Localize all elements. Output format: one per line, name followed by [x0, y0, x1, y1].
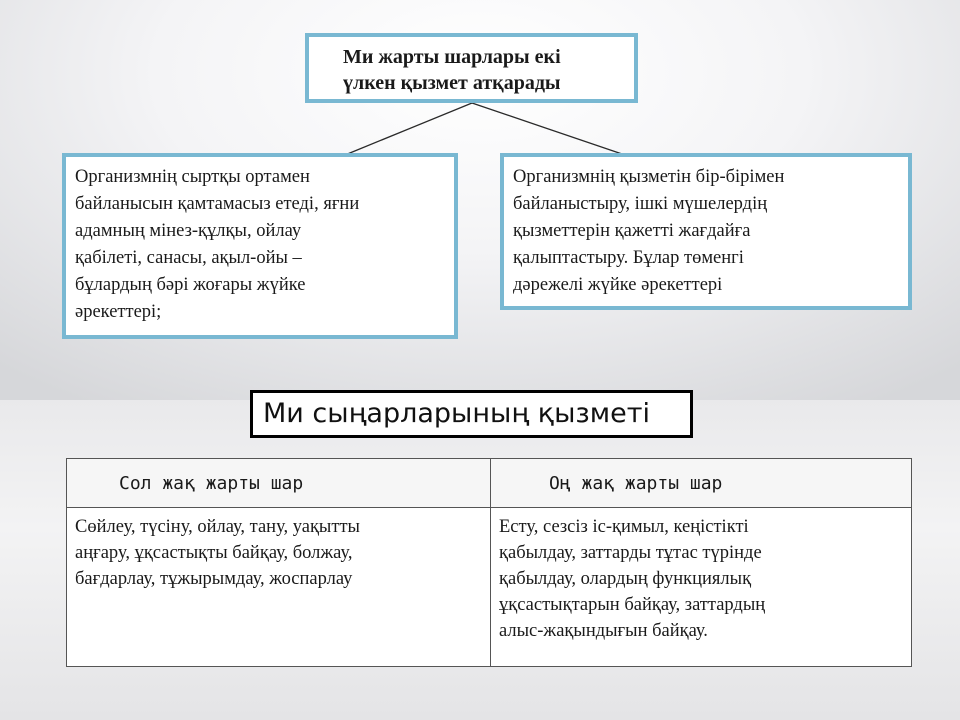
external-function-line: қабілеті, санасы, ақыл-ойы –	[75, 248, 302, 268]
section-title: Ми сыңарларының қызметі	[250, 390, 693, 438]
external-function-line: бұлардың бәрі жоғары жүйке	[75, 275, 306, 295]
connector-line-left	[345, 103, 472, 155]
right-hemisphere-functions	[491, 508, 912, 667]
external-function-box	[62, 153, 458, 339]
right-hemisphere-line: алыс-жақындығын байқау.	[499, 621, 708, 641]
internal-function-line: қызметтерін қажетті жағдайға	[513, 221, 751, 241]
right-hemisphere-line: ұқсастықтарын байқау, заттардың	[499, 595, 766, 615]
internal-function-line: дәрежелі жүйке әрекеттері	[513, 275, 723, 295]
left-hemisphere-line: аңғару, ұқсастықты байқау, болжау,	[75, 543, 353, 563]
table-header-row	[67, 459, 912, 508]
header-right-hemisphere: Оң жақ жарты шар	[491, 459, 912, 508]
internal-function-line: байланыстыру, ішкі мүшелердің	[513, 194, 768, 214]
hemispheres-table	[66, 458, 912, 667]
right-hemisphere-line: қабылдау, заттарды тұтас түрінде	[499, 543, 762, 563]
left-hemisphere-line: Сөйлеу, түсіну, ойлау, тану, уақытты	[75, 517, 360, 537]
external-function-line: әрекеттері;	[75, 302, 162, 322]
header-left-hemisphere: Сол жақ жарты шар	[67, 459, 491, 508]
internal-function-line: қалыптастыру. Бұлар төменгі	[513, 248, 744, 268]
external-function-line: байланысын қамтамасыз етеді, яғни	[75, 194, 360, 214]
left-hemisphere-functions	[67, 508, 491, 667]
connector-line-right	[472, 103, 625, 155]
external-function-line: Организмнің сыртқы ортамен	[75, 167, 310, 187]
main-function-line-2: үлкен қызмет атқарады	[343, 72, 561, 94]
right-hemisphere-line: Есту, сезсіз іс-қимыл, кеңістікті	[499, 517, 749, 537]
internal-function-line: Организмнің қызметін бір-бірімен	[513, 167, 785, 187]
main-function-box	[305, 33, 638, 103]
table-row	[67, 508, 912, 667]
right-hemisphere-line: қабылдау, олардың функциялық	[499, 569, 752, 589]
main-function-line-1: Ми жарты шарлары екі	[343, 46, 561, 68]
internal-function-box	[500, 153, 912, 310]
external-function-line: адамның мінез-құлқы, ойлау	[75, 221, 302, 241]
left-hemisphere-line: бағдарлау, тұжырымдау, жоспарлау	[75, 569, 353, 589]
